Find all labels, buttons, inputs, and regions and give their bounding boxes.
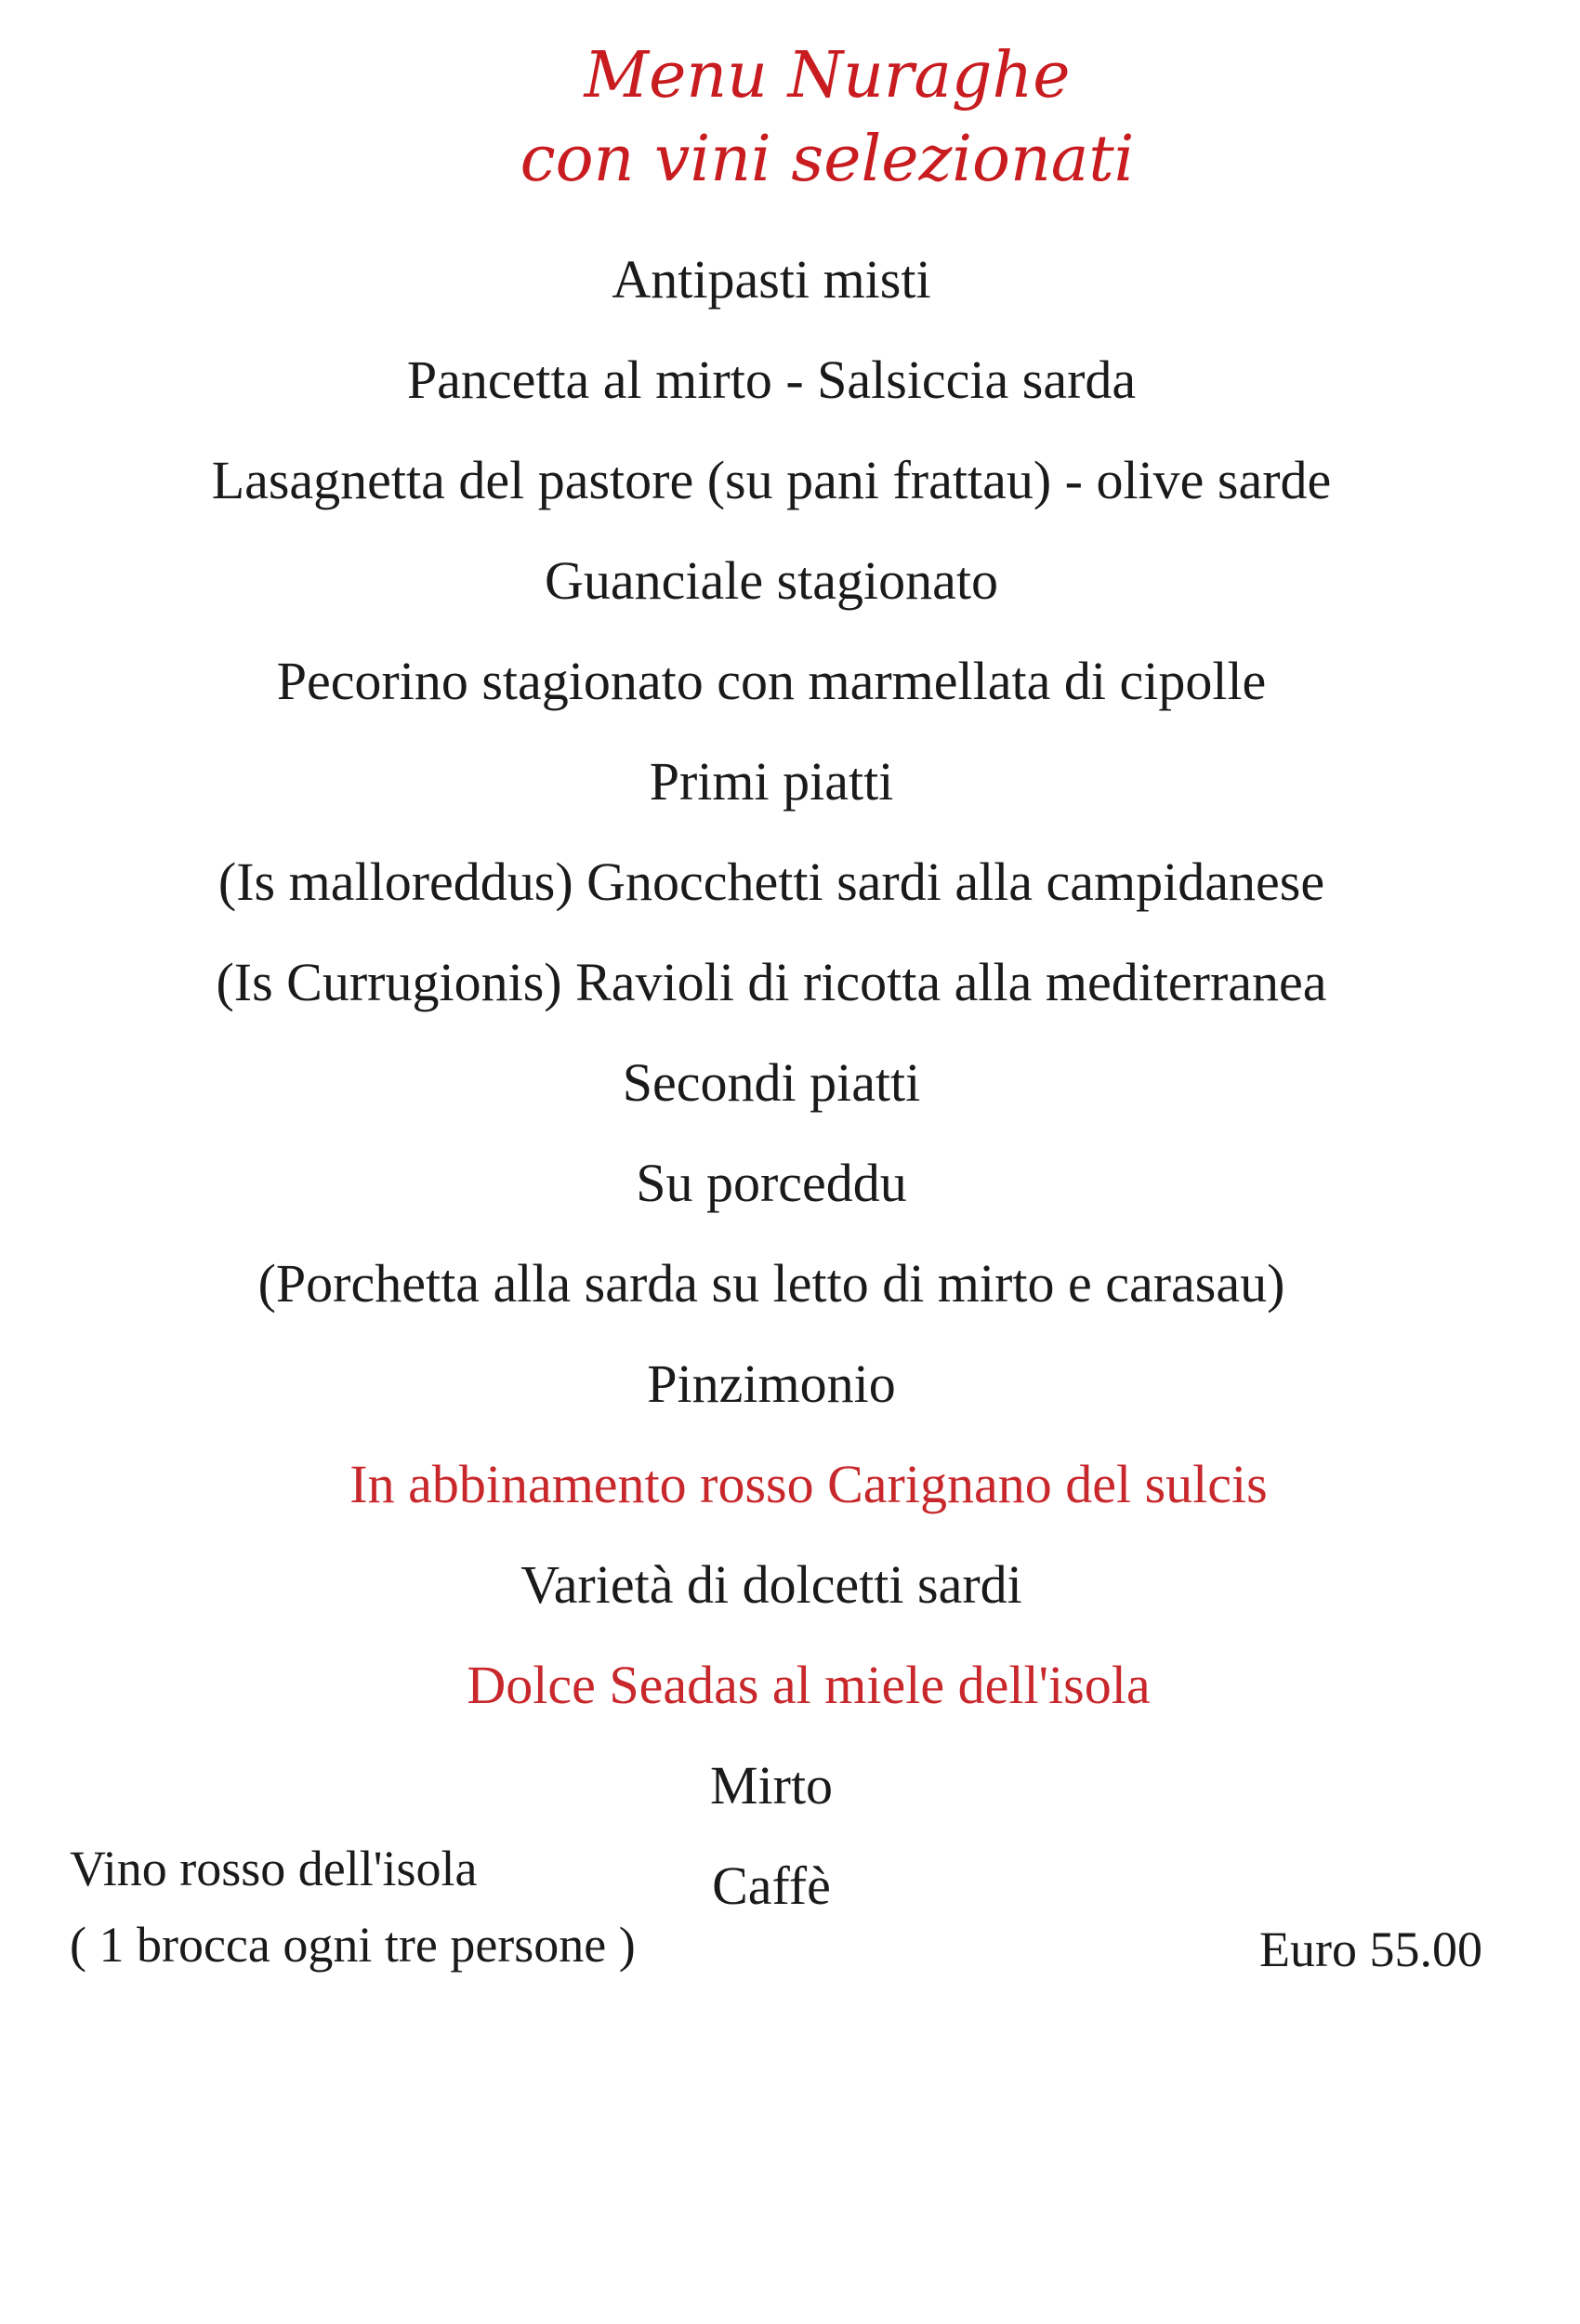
menu-item: Lasagnetta del pastore (su pani frattau) - olive sarde bbox=[211, 450, 1332, 510]
wine-pairing: In abbinamento rosso Carignano del sulcis bbox=[349, 1454, 1268, 1514]
menu-item: Caffè bbox=[712, 1855, 831, 1916]
wine-note-line2: ( 1 brocca ogni tre persone ) bbox=[70, 1917, 636, 1973]
price: Euro 55.00 bbox=[1259, 1921, 1482, 1977]
menu-item: Su porceddu bbox=[636, 1153, 907, 1213]
menu-title: Menu Nuraghe bbox=[584, 39, 1071, 112]
menu-item: (Is Currugionis) Ravioli di ricotta alla mediterranea bbox=[216, 952, 1327, 1012]
menu-item: Pinzimonio bbox=[647, 1353, 896, 1414]
dessert-highlight: Dolce Seadas al miele dell'isola bbox=[467, 1655, 1151, 1715]
menu-item: (Porchetta alla sarda su letto di mirto e carasau) bbox=[257, 1253, 1285, 1314]
course-heading-primi: Primi piatti bbox=[649, 751, 894, 812]
wine-note-line1: Vino rosso dell'isola bbox=[70, 1841, 478, 1896]
menu-item: Pancetta al mirto - Salsiccia sarda bbox=[406, 350, 1137, 410]
menu-subtitle: con vini selezionati bbox=[520, 123, 1135, 196]
menu-item: Guanciale stagionato bbox=[545, 550, 998, 611]
menu-item: (Is malloreddus) Gnocchetti sardi alla campidanese bbox=[217, 852, 1325, 912]
menu-item: Mirto bbox=[709, 1755, 834, 1816]
menu-item: Pecorino stagionato con marmellata di cipolle bbox=[276, 651, 1267, 711]
course-heading-secondi: Secondi piatti bbox=[622, 1052, 921, 1113]
menu-item: Varietà di dolcetti sardi bbox=[520, 1554, 1022, 1615]
course-heading-antipasti: Antipasti misti bbox=[612, 249, 931, 310]
